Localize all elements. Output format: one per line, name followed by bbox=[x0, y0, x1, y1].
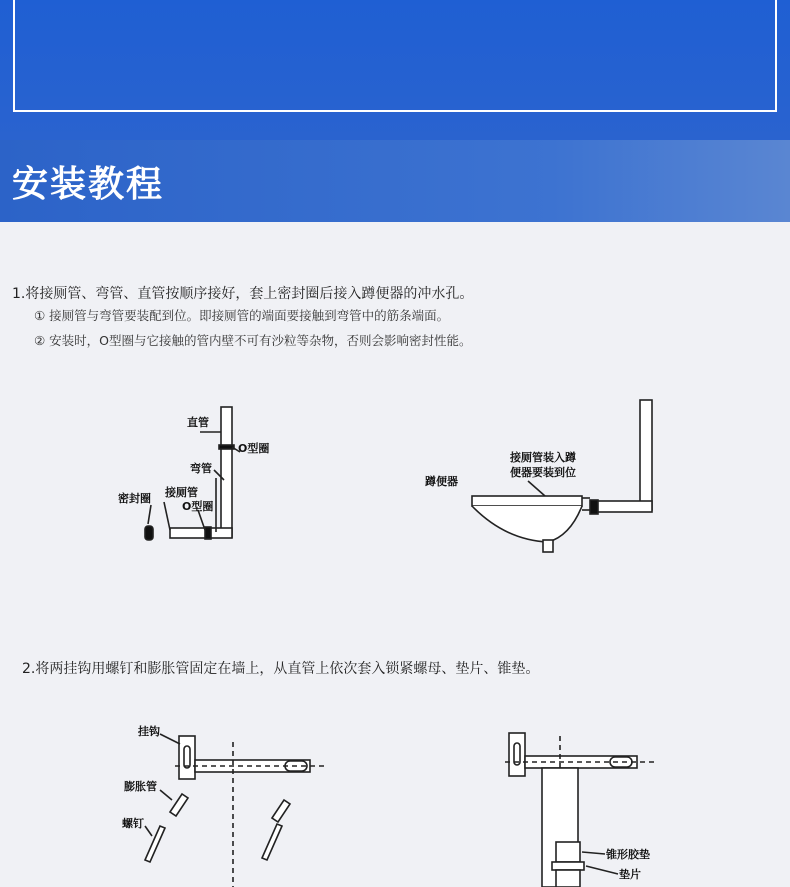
step1-note1: ① 接厕管与弯管要装配到位。即接厕管的端面要接触到弯管中的筋条端面。 bbox=[34, 308, 450, 323]
label-insert-line1: 接厕管装入蹲 bbox=[510, 451, 576, 464]
label-o-ring-top: O型圈 bbox=[238, 442, 270, 455]
o-ring-marker-bottom bbox=[205, 527, 211, 539]
step1-note2: ② 安装时，O型圈与它接触的管内壁不可有沙粒等杂物，否则会影响密封性能。 bbox=[34, 333, 472, 348]
figure-pipe-washers bbox=[505, 733, 655, 887]
section-title: 安装教程 bbox=[12, 164, 165, 205]
label-elbow: 弯管 bbox=[190, 462, 212, 475]
label-squat-toilet: 蹲便器 bbox=[425, 475, 458, 488]
toilet-rim bbox=[472, 496, 582, 506]
label-expansion-tube: 膨胀管 bbox=[124, 780, 157, 793]
elbow-pipe bbox=[170, 528, 232, 538]
label-hook: 挂钩 bbox=[138, 725, 160, 738]
washer bbox=[552, 862, 584, 870]
step1-title: 1.将接厕管、弯管、直管按顺序接好，套上密封圈后接入蹲便器的冲水孔。 bbox=[12, 286, 474, 302]
label-cone-gasket: 锥形胶垫 bbox=[606, 848, 650, 861]
figure-hook-mounting bbox=[145, 734, 327, 887]
o-ring-marker-top bbox=[219, 445, 234, 449]
label-insert-line2: 便器要装到位 bbox=[510, 466, 576, 479]
straight-pipe bbox=[221, 407, 232, 537]
vertical-pipe bbox=[640, 400, 652, 510]
hook-plate bbox=[179, 736, 195, 779]
hook-plate-right bbox=[509, 733, 525, 776]
label-screw: 螺钉 bbox=[122, 817, 144, 830]
label-straight-pipe: 直管 bbox=[187, 416, 209, 429]
label-washer: 垫片 bbox=[619, 868, 641, 881]
expansion-tube-right bbox=[272, 800, 290, 822]
cone-gasket bbox=[556, 842, 580, 862]
label-toilet-pipe: 接厕管 bbox=[165, 486, 198, 499]
toilet-bowl bbox=[472, 506, 582, 542]
expansion-tube-left bbox=[170, 794, 188, 816]
screw-right bbox=[262, 824, 282, 860]
step2-title: 2.将两挂钩用螺钉和膨胀管固定在墙上，从直管上依次套入锁紧螺母、垫片、锥垫。 bbox=[22, 661, 540, 677]
seal-ring-marker bbox=[145, 526, 153, 540]
label-seal-ring: 密封圈 bbox=[118, 492, 151, 505]
label-o-ring-bottom: O型圈 bbox=[182, 500, 214, 513]
